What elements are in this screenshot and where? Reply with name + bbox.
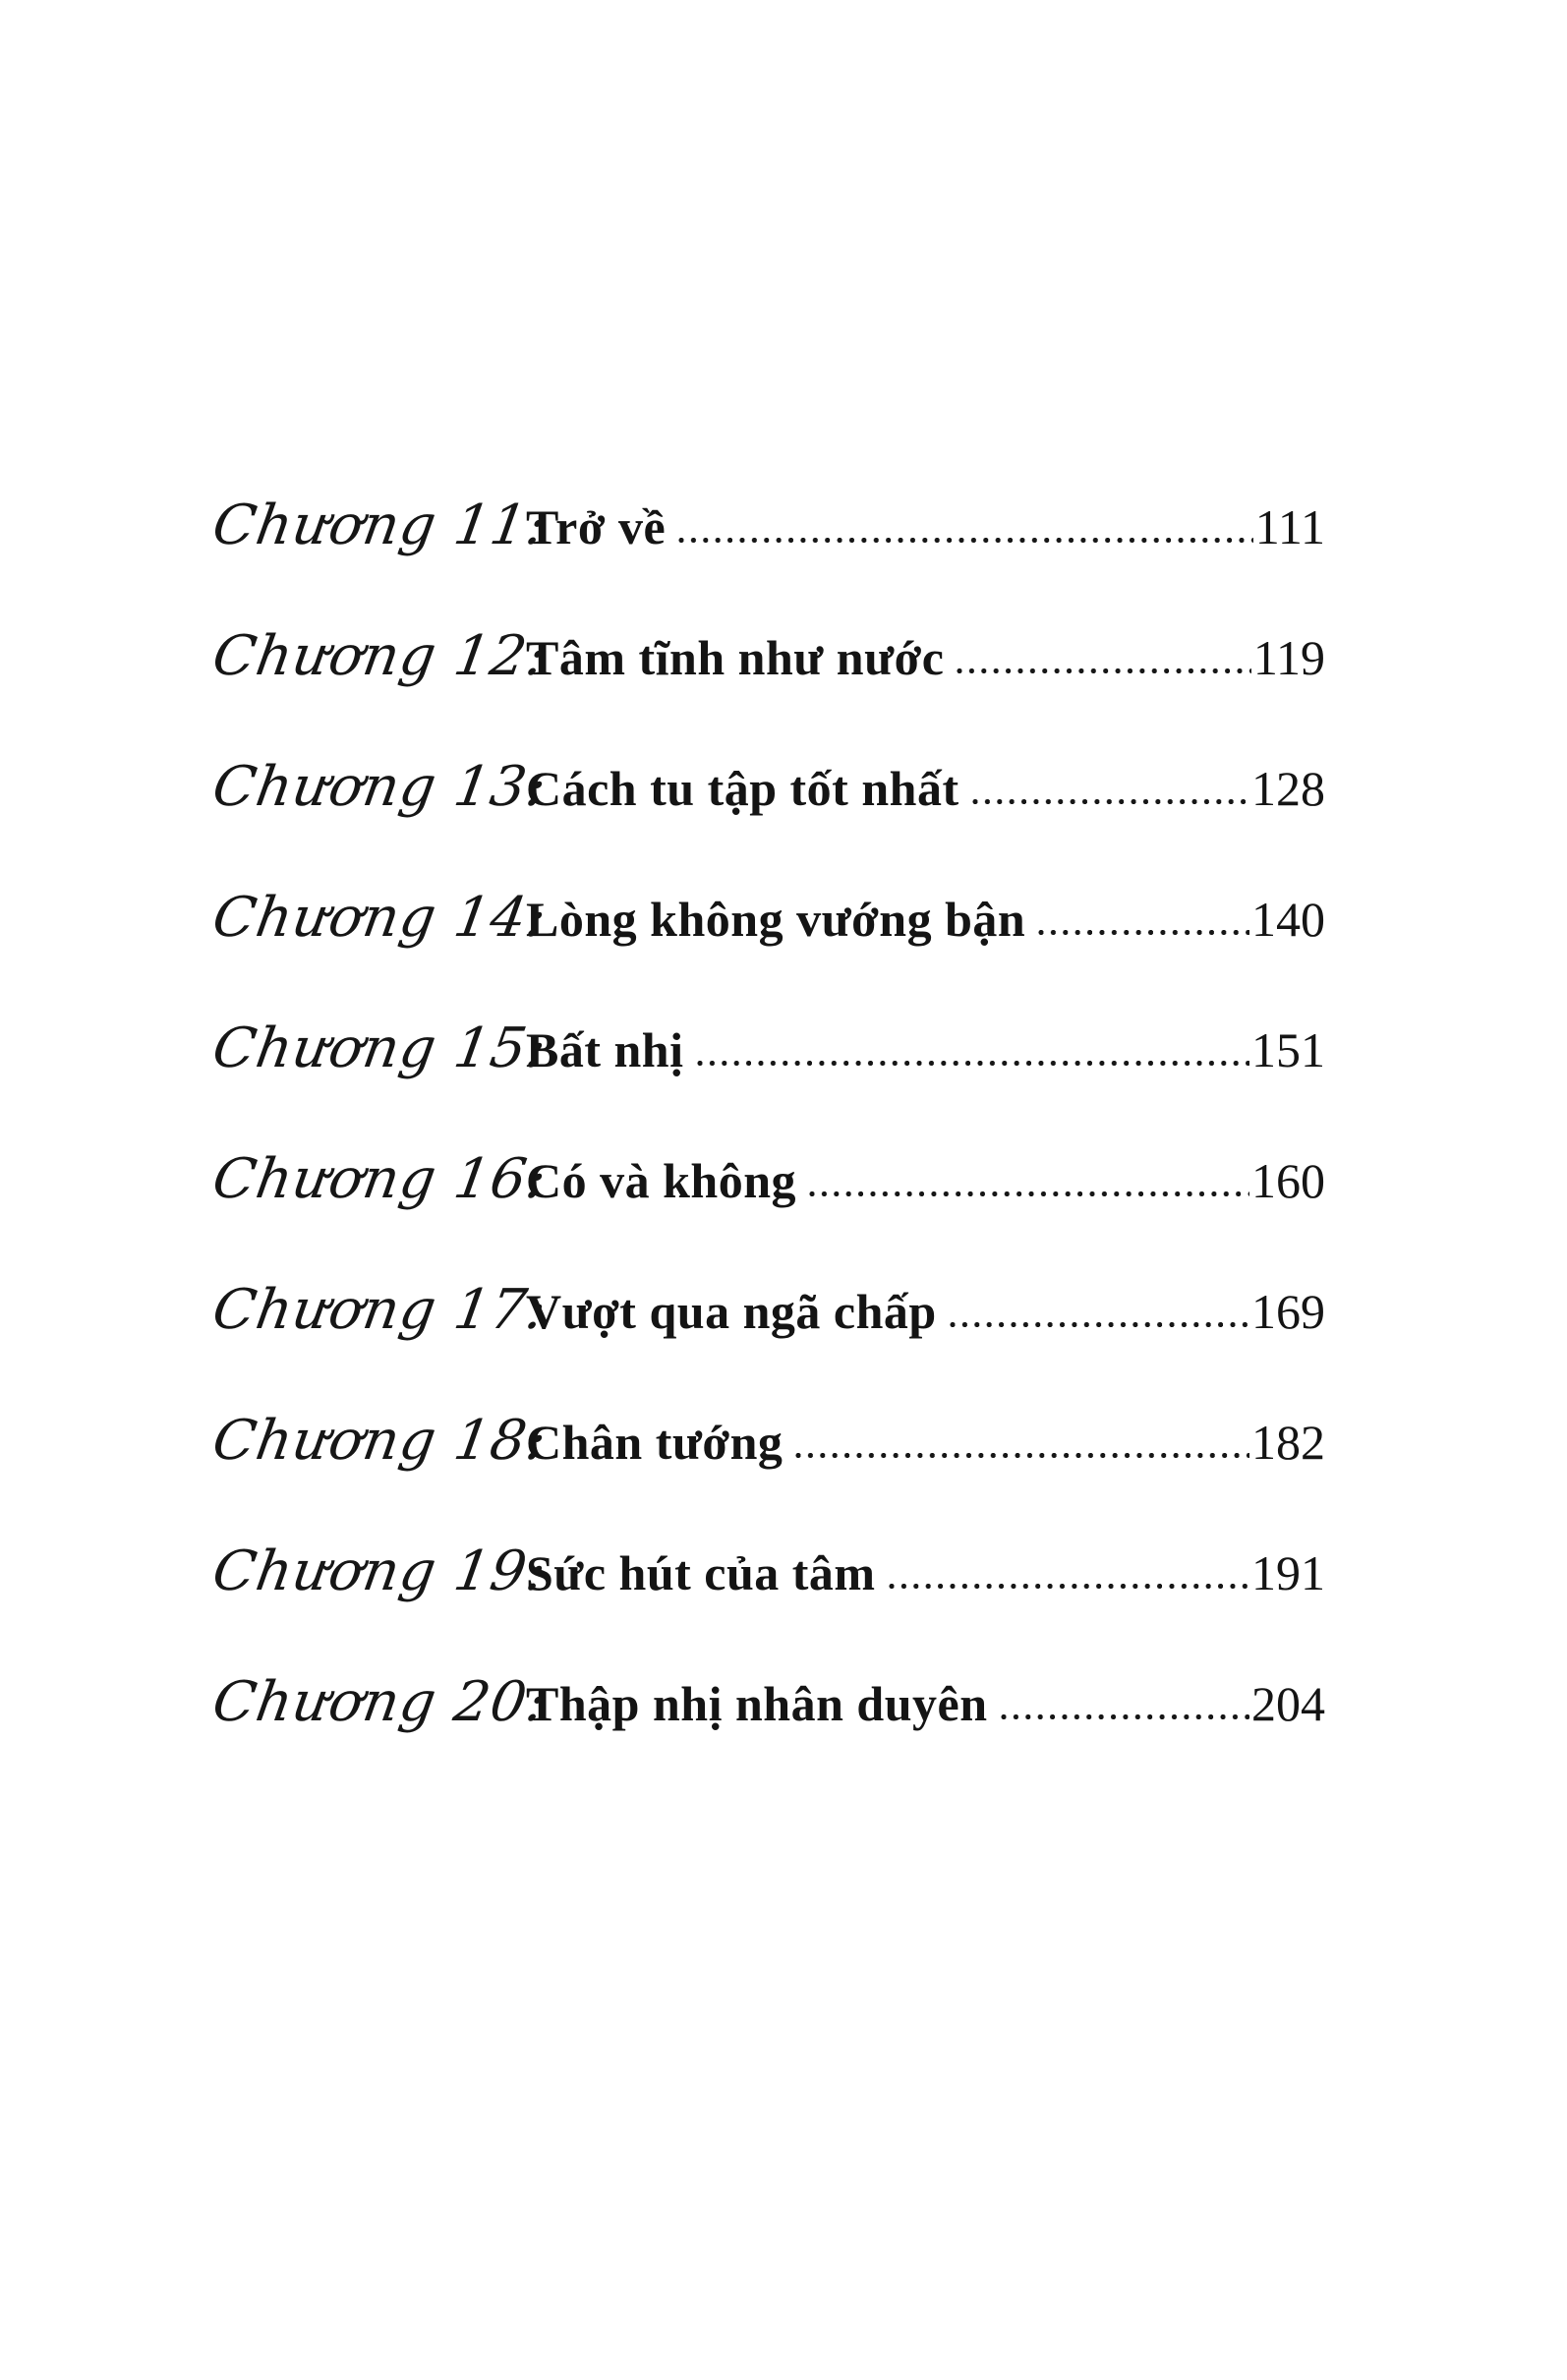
chapter-label: Chương 17:	[208, 1278, 551, 1342]
chapter-title: Chân tướng	[526, 1415, 784, 1470]
chapter-label: Chương 18:	[208, 1409, 551, 1473]
toc-row	[208, 1670, 1325, 1801]
toc-row	[208, 755, 1325, 886]
page-number: 128	[1251, 761, 1325, 816]
dot-leader	[792, 1452, 1249, 1459]
chapter-label: Chương 13:	[208, 755, 551, 819]
page-number: 111	[1254, 499, 1325, 554]
toc-row	[208, 1278, 1325, 1409]
page-number: 119	[1252, 630, 1325, 685]
chapter-label: Chương 12:	[208, 624, 551, 688]
toc-row	[208, 493, 1325, 624]
table-of-contents	[208, 493, 1325, 1801]
toc-row	[208, 624, 1325, 755]
chapter-title: Có và không	[526, 1153, 797, 1208]
dot-leader	[1035, 929, 1249, 936]
chapter-title: Lòng không vướng bận	[526, 892, 1026, 947]
dot-leader	[947, 1321, 1249, 1328]
chapter-title: Trở về	[526, 499, 667, 554]
dot-leader	[998, 1713, 1249, 1720]
chapter-title: Sức hút của tâm	[526, 1545, 876, 1600]
page-number: 169	[1251, 1284, 1325, 1339]
toc-row	[208, 1016, 1325, 1147]
toc-row	[208, 1147, 1325, 1278]
toc-row	[208, 1409, 1325, 1539]
dot-leader	[969, 798, 1249, 805]
chapter-label: Chương 11:	[208, 493, 551, 557]
chapter-title: Vượt qua ngã chấp	[526, 1284, 937, 1339]
dot-leader	[954, 668, 1250, 674]
chapter-title: Thập nhị nhân duyên	[526, 1676, 988, 1731]
dot-leader	[694, 1060, 1249, 1067]
chapter-label: Chương 16:	[208, 1147, 551, 1211]
chapter-title: Cách tu tập tốt nhất	[526, 761, 959, 816]
page-number: 140	[1251, 892, 1325, 947]
chapter-title: Bất nhị	[526, 1022, 684, 1077]
page-number: 204	[1251, 1676, 1325, 1731]
toc-row	[208, 1539, 1325, 1670]
chapter-title: Tâm tĩnh như nước	[526, 630, 945, 685]
dot-leader	[886, 1583, 1249, 1590]
page-number: 191	[1251, 1545, 1325, 1600]
dot-leader	[806, 1190, 1249, 1197]
chapter-label: Chương 20:	[208, 1670, 551, 1734]
page-number: 151	[1251, 1022, 1325, 1077]
chapter-label: Chương 14:	[208, 886, 551, 950]
toc-row	[208, 886, 1325, 1016]
page-number: 182	[1251, 1415, 1325, 1470]
chapter-label: Chương 15:	[208, 1016, 551, 1080]
page-number: 160	[1251, 1153, 1325, 1208]
chapter-label: Chương 19:	[208, 1539, 551, 1603]
dot-leader	[675, 537, 1252, 544]
